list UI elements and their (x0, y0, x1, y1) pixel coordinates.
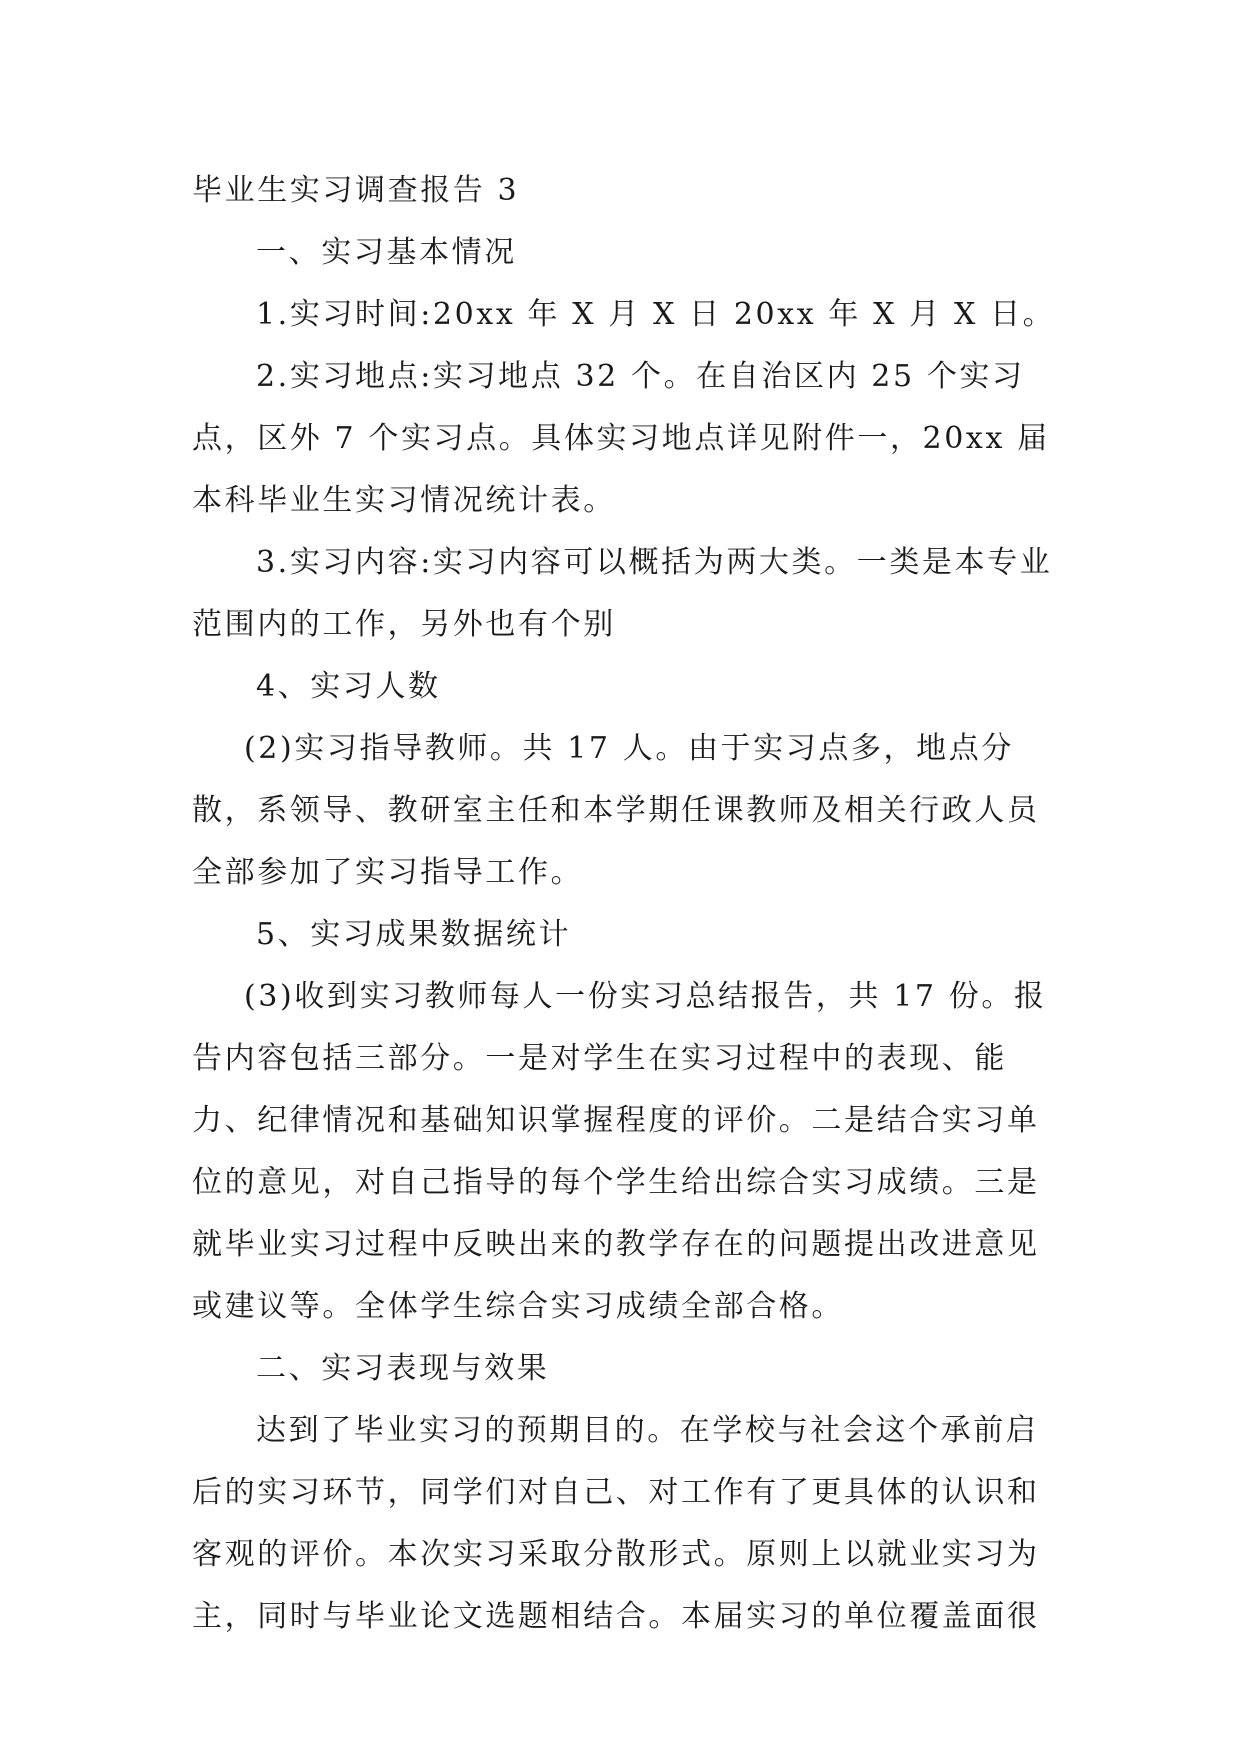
paragraph-performance-results: 达到了毕业实习的预期目的。在学校与社会这个承前启后的实习环节，同学们对自己、对工作有了更具体的认识和客观的评价。本次实习采取分散形式。原则上以就业实习为主，同时与毕业论文选题相结合。本届实习的单位覆盖面很 (192, 1413, 1040, 1634)
section-heading-headcount: 4、实习人数 (256, 669, 441, 704)
section-heading-performance: 二、实习表现与效果 (256, 1351, 550, 1386)
document-title: 毕业生实习调查报告 3 (192, 173, 520, 208)
document-body (192, 160, 1062, 1648)
paragraph-summary-reports: (3)收到实习教师每人一份实习总结报告，共 17 份。报告内容包括三部分。一是对学生在实习过程中的表现、能力、纪律情况和基础知识掌握程度的评价。二是结合实习单位的意见，对自己指导的每个学生给出综合实习成绩。三是就毕业实习过程中反映出来的教学存在的问题提出改进意见或建议等。全体学生综合实习成绩全部合格。 (192, 979, 1047, 1324)
section-heading-basic-info: 一、实习基本情况 (256, 235, 517, 270)
paragraph-internship-content: 3.实习内容:实习内容可以概括为两大类。一类是本专业范围内的工作，另外也有个别 (192, 545, 1053, 642)
paragraph-internship-location: 2.实习地点:实习地点 32 个。在自治区内 25 个实习点，区外 7 个实习点。具体实习地点详见附件一，20xx 届本科毕业生实习情况统计表。 (192, 359, 1050, 518)
section-heading-statistics: 5、实习成果数据统计 (256, 917, 572, 952)
paragraph-instructors: (2)实习指导教师。共 17 人。由于实习点多，地点分散，系领导、教研室主任和本学期任课教师及相关行政人员全部参加了实习指导工作。 (192, 731, 1040, 890)
paragraph-internship-time: 1.实习时间:20xx 年 X 月 X 日 20xx 年 X 月 X 日。 (256, 297, 1056, 332)
